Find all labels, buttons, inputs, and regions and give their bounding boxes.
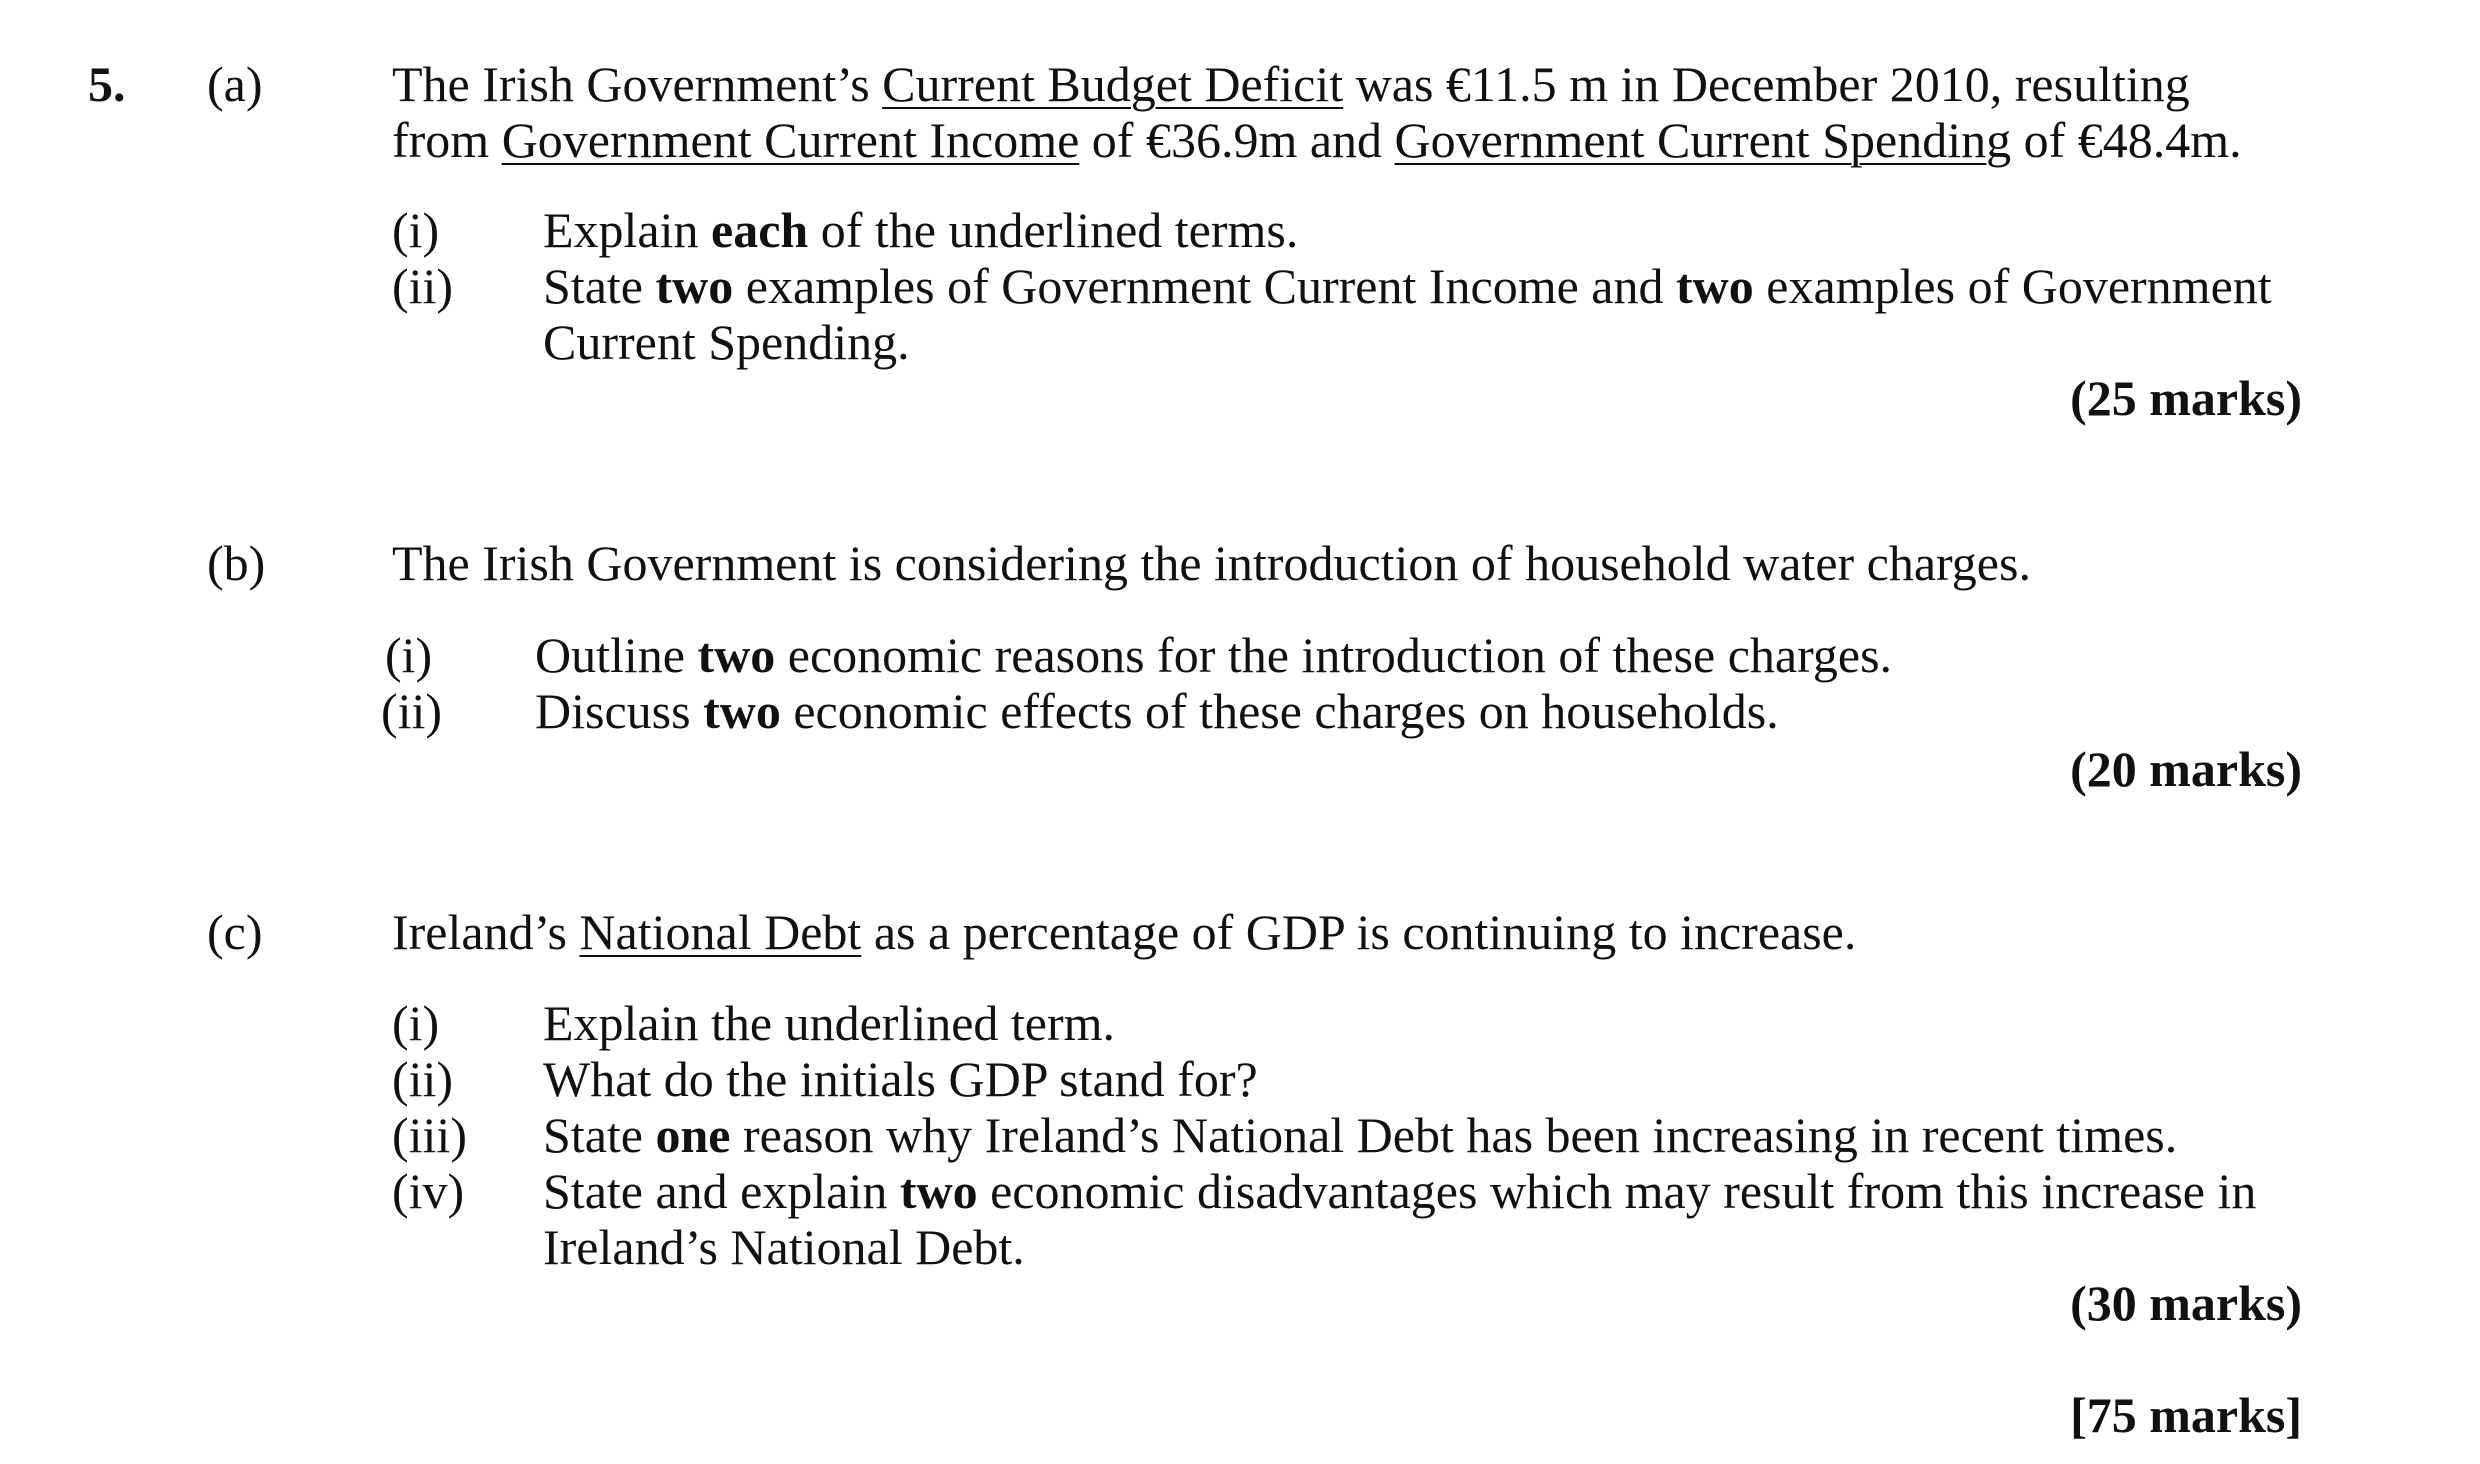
total-marks: [75 marks] bbox=[2070, 1387, 2302, 1443]
part-c-item-iv-continuation: Ireland’s National Debt. bbox=[543, 1219, 1025, 1275]
part-b-stem: The Irish Government is considering the introduction of household water charges. bbox=[392, 535, 2031, 591]
text: economic reasons for the introduction of these charges. bbox=[775, 627, 1893, 683]
bold-word: one bbox=[655, 1107, 731, 1163]
question-number: 5. bbox=[88, 56, 126, 112]
text: State bbox=[543, 258, 656, 314]
text: State and explain bbox=[543, 1163, 900, 1219]
part-c-label: (c) bbox=[207, 904, 263, 960]
part-c-item-ii-text: What do the initials GDP stand for? bbox=[543, 1051, 1258, 1107]
part-c-marks: (30 marks) bbox=[2070, 1275, 2302, 1331]
text: Explain bbox=[543, 202, 712, 258]
part-a-marks: (25 marks) bbox=[2070, 370, 2302, 426]
text: economic disadvantages which may result from this increase in bbox=[977, 1163, 2257, 1219]
part-a-label: (a) bbox=[207, 56, 263, 112]
part-c-item-i-text: Explain the underlined term. bbox=[543, 995, 1116, 1051]
text: of €48.4m. bbox=[2011, 112, 2242, 168]
part-c-item-iv-label: (iv) bbox=[392, 1163, 465, 1219]
part-c-item-iii-text bbox=[543, 1107, 2177, 1163]
text: of the underlined terms. bbox=[808, 202, 1299, 258]
part-a-item-ii-continuation: Current Spending. bbox=[543, 314, 910, 370]
bold-word: two bbox=[899, 1163, 978, 1219]
bold-word: two bbox=[697, 627, 776, 683]
part-a-stem-line2 bbox=[392, 112, 2242, 168]
part-b-item-ii-label: (ii) bbox=[381, 683, 443, 739]
part-a-item-i-label: (i) bbox=[392, 202, 440, 258]
part-c-item-iv-text bbox=[543, 1163, 2256, 1219]
bold-word: two bbox=[655, 258, 734, 314]
text: reason why Ireland’s National Debt has been increasing in recent times. bbox=[730, 1107, 2178, 1163]
part-a-item-ii-label: (ii) bbox=[392, 258, 454, 314]
part-a-item-i-text bbox=[543, 202, 1298, 258]
underlined-term-current-budget-deficit: Current Budget Deficit bbox=[882, 56, 1344, 112]
underlined-term-government-current-spending: Government Current Spending bbox=[1394, 112, 2012, 168]
text: Ireland’s bbox=[392, 904, 580, 960]
bold-word: two bbox=[703, 683, 781, 739]
part-c-stem bbox=[392, 904, 1856, 960]
text: examples of Government Current Income and bbox=[733, 258, 1676, 314]
text: examples of Government bbox=[1753, 258, 2272, 314]
part-c-item-i-label: (i) bbox=[392, 995, 440, 1051]
bold-word: two bbox=[1676, 258, 1754, 314]
part-b-item-i-text bbox=[535, 627, 1892, 683]
part-c-item-ii-label: (ii) bbox=[392, 1051, 454, 1107]
text: The Irish Government’s bbox=[392, 56, 883, 112]
text: economic effects of these charges on households. bbox=[780, 683, 1779, 739]
part-b-label: (b) bbox=[207, 535, 266, 591]
text: of €36.9m and bbox=[1079, 112, 1395, 168]
text: Outline bbox=[535, 627, 698, 683]
part-c-item-iii-label: (iii) bbox=[392, 1107, 467, 1163]
text: from bbox=[392, 112, 502, 168]
part-b-marks: (20 marks) bbox=[2070, 741, 2302, 797]
underlined-term-national-debt: National Debt bbox=[579, 904, 862, 960]
part-a-item-ii-text bbox=[543, 258, 2272, 314]
text: as a percentage of GDP is continuing to increase. bbox=[861, 904, 1857, 960]
text: was €11.5 m in December 2010, resulting bbox=[1343, 56, 2190, 112]
part-b-item-ii-text bbox=[535, 683, 1779, 739]
part-a-stem-line1 bbox=[392, 56, 2190, 112]
underlined-term-government-current-income: Government Current Income bbox=[501, 112, 1080, 168]
bold-word: each bbox=[711, 202, 809, 258]
text: Discuss bbox=[535, 683, 704, 739]
text: State bbox=[543, 1107, 656, 1163]
part-b-item-i-label: (i) bbox=[385, 627, 433, 683]
